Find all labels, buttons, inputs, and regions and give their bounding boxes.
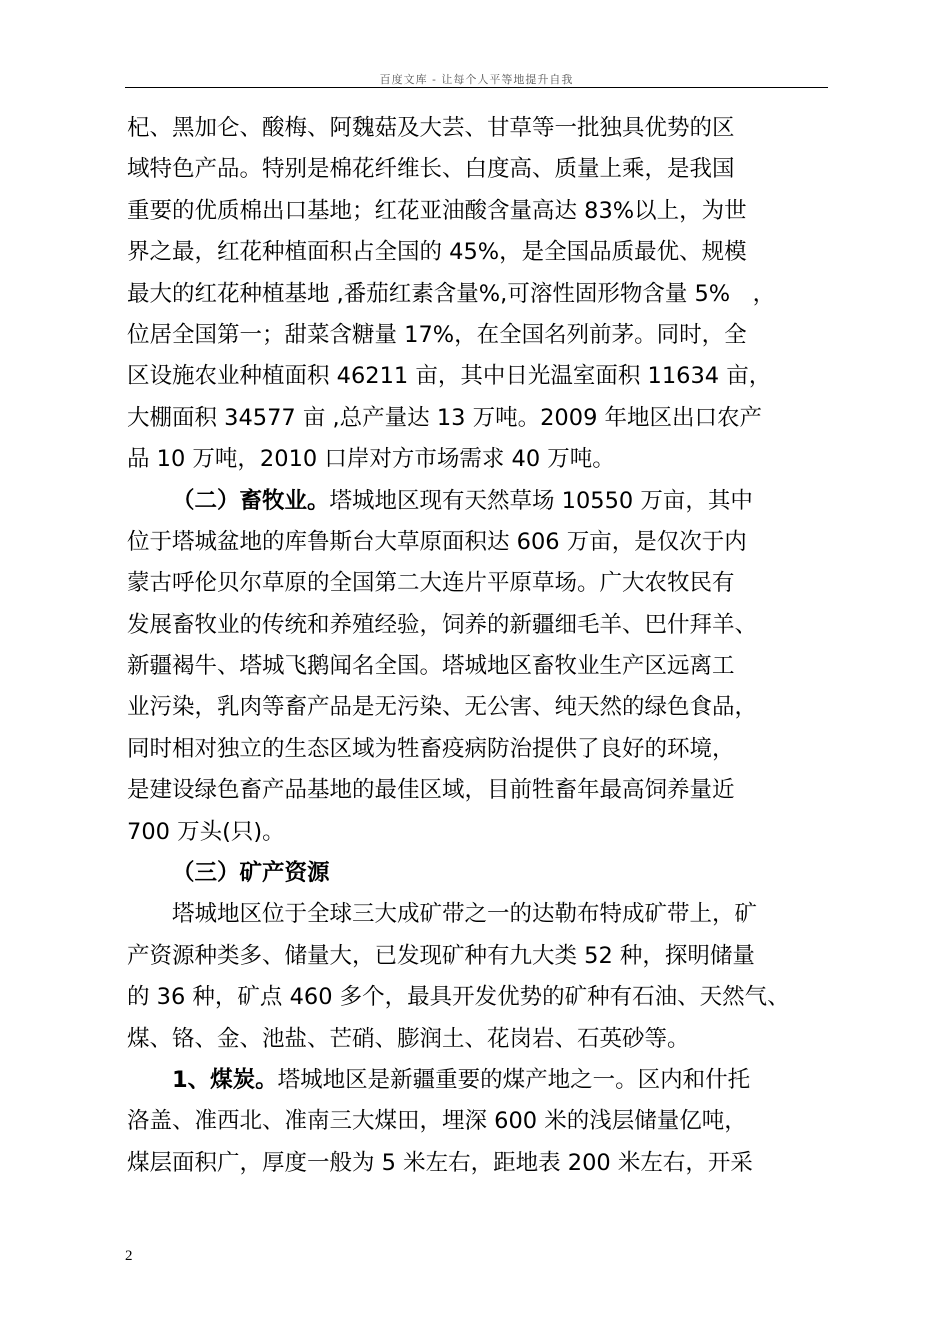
paragraph-line: 新疆褐牛、塔城飞鹅闻名全国。塔城地区畜牧业生产区远离工 <box>127 653 735 680</box>
paragraph-line: 业污染，乳肉等畜产品是无污染、无公害、纯天然的绿色食品， <box>127 694 758 721</box>
paragraph-line: 煤层面积广，厚度一般为 5 米左右，距地表 200 米左右，开采 <box>127 1149 753 1176</box>
paragraph-line: 发展畜牧业的传统和养殖经验，饲养的新疆细毛羊、巴什拜羊、 <box>127 611 758 638</box>
section-text: 塔城地区是新疆重要的煤产地之一。区内和什托 <box>277 1066 751 1093</box>
section-livestock-first-line <box>127 481 829 522</box>
paragraph-line: 域特色产品。特别是棉花纤维长、白度高、质量上乘，是我国 <box>127 156 735 183</box>
paragraph-line: 区设施农业种植面积 46211 亩，其中日光温室面积 11634 亩， <box>127 363 772 390</box>
paragraph-line: 界之最，红花种植面积占全国的 45%，是全国品质最优、规模 <box>127 239 747 266</box>
paragraph-line: 是建设绿色畜产品基地的最佳区域，目前牲畜年最高饲养量近 <box>127 777 735 804</box>
paragraph-line: 的 36 种，矿点 460 多个，最具开发优势的矿种有石油、天然气、 <box>127 984 790 1011</box>
paragraph-line: 产资源种类多、储量大，已发现矿种有九大类 52 种，探明储量 <box>127 942 755 969</box>
page-header: 百度文库 - 让每个人平等地提升自我 <box>379 73 574 86</box>
body-text <box>127 108 829 1184</box>
section-heading-coal: 1、煤炭。 <box>172 1066 278 1093</box>
header-divider <box>125 87 828 88</box>
paragraph-line: 洛盖、准西北、准南三大煤田，埋深 600 米的浅层储量亿吨， <box>127 1108 747 1135</box>
paragraph-line: 位居全国第一；甜菜含糖量 17%，在全国名列前茅。同时，全 <box>127 321 747 348</box>
coal-first-line <box>127 1060 829 1101</box>
paragraph-line: 品 10 万吨，2010 口岸对方市场需求 40 万吨。 <box>127 446 615 473</box>
paragraph-line: 蒙古呼伦贝尔草原的全国第二大连片平原草场。广大农牧民有 <box>127 570 735 597</box>
section-text: 塔城地区现有天然草场 10550 万亩，其中 <box>329 487 753 514</box>
paragraph-line: 同时相对独立的生态区域为牲畜疫病防治提供了良好的环境， <box>127 735 735 762</box>
paragraph-line: 杞、黑加仑、酸梅、阿魏菇及大芸、甘草等一批独具优势的区 <box>127 115 735 141</box>
paragraph-line: 700 万头(只)。 <box>127 818 285 845</box>
section-heading-minerals: （三）矿产资源 <box>172 860 330 887</box>
paragraph-line: 最大的红花种植基地 ,番茄红素含量%,可溶性固形物含量 5% ， <box>127 280 776 307</box>
page-number: 2 <box>125 1248 133 1264</box>
paragraph-line: 重要的优质棉出口基地；红花亚油酸含量高达 83%以上，为世 <box>127 197 747 224</box>
paragraph-line: 煤、铬、金、池盐、芒硝、膨润土、花岗岩、石英砂等。 <box>127 1025 690 1052</box>
paragraph-line: 塔城地区位于全球三大成矿带之一的达勒布特成矿带上，矿 <box>172 901 758 928</box>
paragraph-line: 大棚面积 34577 亩 ,总产量达 13 万吨。2009 年地区出口农产 <box>127 404 763 431</box>
paragraph-line: 位于塔城盆地的库鲁斯台大草原面积达 606 万亩，是仅次于内 <box>127 528 747 555</box>
section-heading-livestock: （二）畜牧业。 <box>172 487 330 514</box>
